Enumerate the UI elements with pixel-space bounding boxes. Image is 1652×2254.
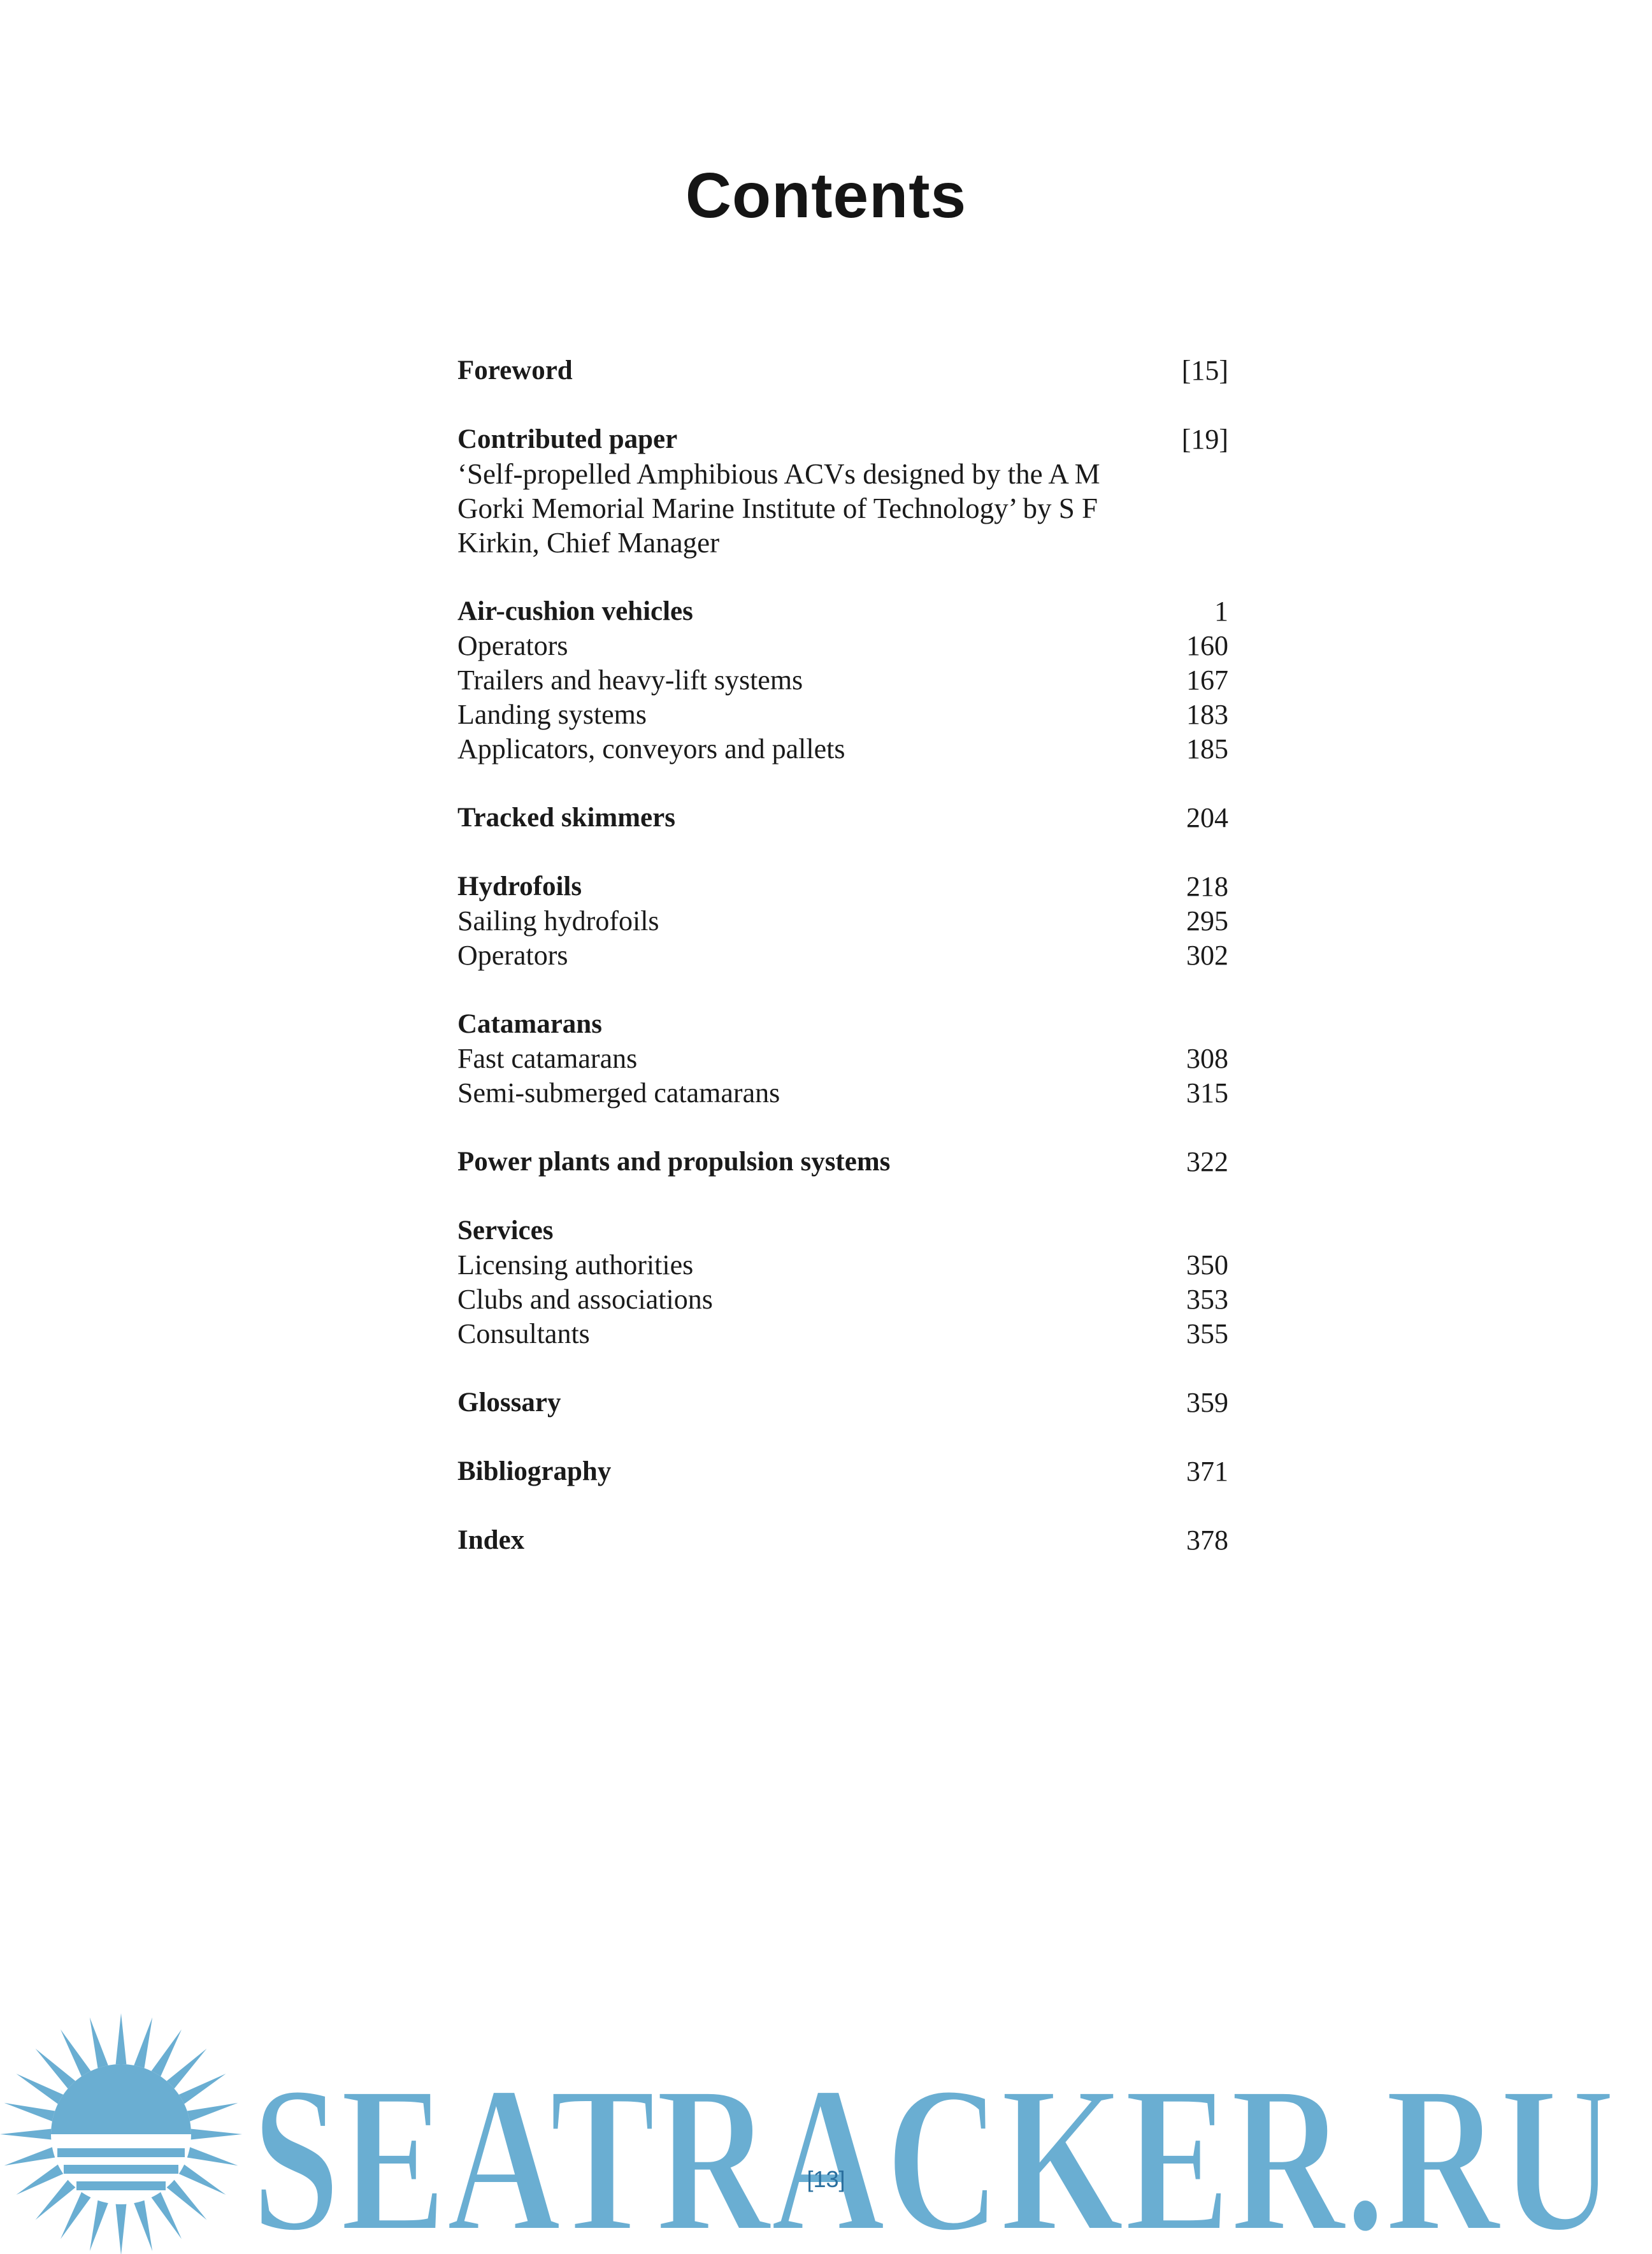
toc-entry-label: Foreword (457, 355, 573, 385)
toc-entry-page: 167 (1186, 664, 1228, 696)
toc-entry-label: Tracked skimmers (457, 803, 675, 833)
table-of-contents (457, 354, 1228, 1592)
toc-entry-label: Index (457, 1525, 525, 1555)
toc-heading[interactable] (457, 422, 1228, 457)
toc-entry-label: Catamarans (457, 1009, 602, 1039)
toc-entry-page: 371 (1186, 1456, 1228, 1487)
toc-entry-page: 1 (1214, 596, 1228, 627)
toc-entry-label: Glossary (457, 1388, 561, 1418)
toc-entry-page: 353 (1186, 1284, 1228, 1315)
toc-entry-label: Bibliography (457, 1456, 612, 1486)
toc-entry-page: 359 (1186, 1387, 1228, 1418)
toc-section (457, 1386, 1228, 1420)
toc-entry-description: ‘Self-propelled Amphibious ACVs designed by the A M Gorki Memorial Marine Institute of Technology’ by S F Kirkin, Chief Manager (457, 458, 1100, 559)
toc-entry-page: 355 (1186, 1318, 1228, 1349)
toc-entry-label: Contributed paper (457, 424, 678, 454)
toc-entry-label: Fast catamarans (457, 1043, 638, 1074)
seatracker-watermark (0, 2000, 1652, 2254)
toc-heading[interactable] (457, 1214, 1228, 1248)
toc-entry-page: 302 (1186, 940, 1228, 971)
toc-heading[interactable] (457, 1145, 1228, 1179)
toc-section (457, 422, 1228, 560)
toc-entry-page: [19] (1181, 424, 1228, 455)
toc-section (457, 354, 1228, 388)
page-title: Contents (685, 160, 967, 231)
toc-entry-label: Operators (457, 630, 568, 661)
toc-entry[interactable] (457, 1317, 1228, 1351)
toc-heading[interactable] (457, 801, 1228, 835)
toc-entry-page: 378 (1186, 1525, 1228, 1556)
toc-entry-page: 185 (1186, 733, 1228, 764)
toc-entry-page: 295 (1186, 905, 1228, 937)
toc-entry-label: Air-cushion vehicles (457, 596, 693, 626)
toc-entry[interactable] (457, 938, 1228, 973)
toc-entry-label: Applicators, conveyors and pallets (457, 733, 845, 764)
toc-entry[interactable] (457, 663, 1228, 698)
toc-heading[interactable] (457, 594, 1228, 629)
toc-entry-page: 204 (1186, 802, 1228, 833)
toc-entry-label: Consultants (457, 1318, 590, 1349)
toc-entry-label: Hydrofoils (457, 872, 582, 901)
toc-section (457, 1145, 1228, 1179)
toc-entry-page: 308 (1186, 1043, 1228, 1074)
toc-entry-page: [15] (1181, 355, 1228, 386)
toc-entry[interactable] (457, 1248, 1228, 1282)
toc-entry[interactable] (457, 1076, 1228, 1110)
toc-entry-page: 315 (1186, 1077, 1228, 1109)
toc-heading[interactable] (457, 1454, 1228, 1489)
toc-heading[interactable] (457, 1386, 1228, 1420)
toc-entry-label: Power plants and propulsion systems (457, 1147, 891, 1177)
toc-entry[interactable] (457, 698, 1228, 732)
toc-section (457, 1214, 1228, 1351)
toc-section (457, 870, 1228, 973)
toc-heading[interactable] (457, 354, 1228, 388)
toc-entry[interactable] (457, 1042, 1228, 1076)
page-number: [13] (807, 2166, 845, 2192)
toc-entry-label: Sailing hydrofoils (457, 905, 659, 937)
toc-section (457, 594, 1228, 766)
toc-section (457, 1007, 1228, 1110)
toc-entry-label: Licensing authorities (457, 1249, 694, 1281)
toc-entry[interactable] (457, 732, 1228, 766)
toc-section (457, 1523, 1228, 1558)
toc-entry-label: Services (457, 1216, 554, 1245)
toc-entry-page: 350 (1186, 1249, 1228, 1281)
toc-section (457, 801, 1228, 835)
toc-entry[interactable] (457, 1282, 1228, 1317)
toc-entry-label: Landing systems (457, 699, 647, 730)
toc-entry-label: Trailers and heavy-lift systems (457, 664, 803, 696)
watermark-text: SEATRACKER.RU (252, 2043, 1615, 2254)
toc-entry-page: 322 (1186, 1146, 1228, 1177)
toc-entry-label: Operators (457, 940, 568, 971)
toc-entry-page: 218 (1186, 871, 1228, 902)
toc-entry-page: 160 (1186, 630, 1228, 661)
toc-entry[interactable] (457, 629, 1228, 663)
toc-entry-label: Clubs and associations (457, 1284, 713, 1315)
toc-entry-label: Semi-submerged catamarans (457, 1077, 780, 1109)
toc-section (457, 1454, 1228, 1489)
sun-icon (0, 2013, 242, 2254)
toc-heading[interactable] (457, 870, 1228, 904)
toc-entry[interactable] (457, 904, 1228, 938)
toc-entry-page: 183 (1186, 699, 1228, 730)
toc-heading[interactable] (457, 1007, 1228, 1042)
toc-heading[interactable] (457, 1523, 1228, 1558)
